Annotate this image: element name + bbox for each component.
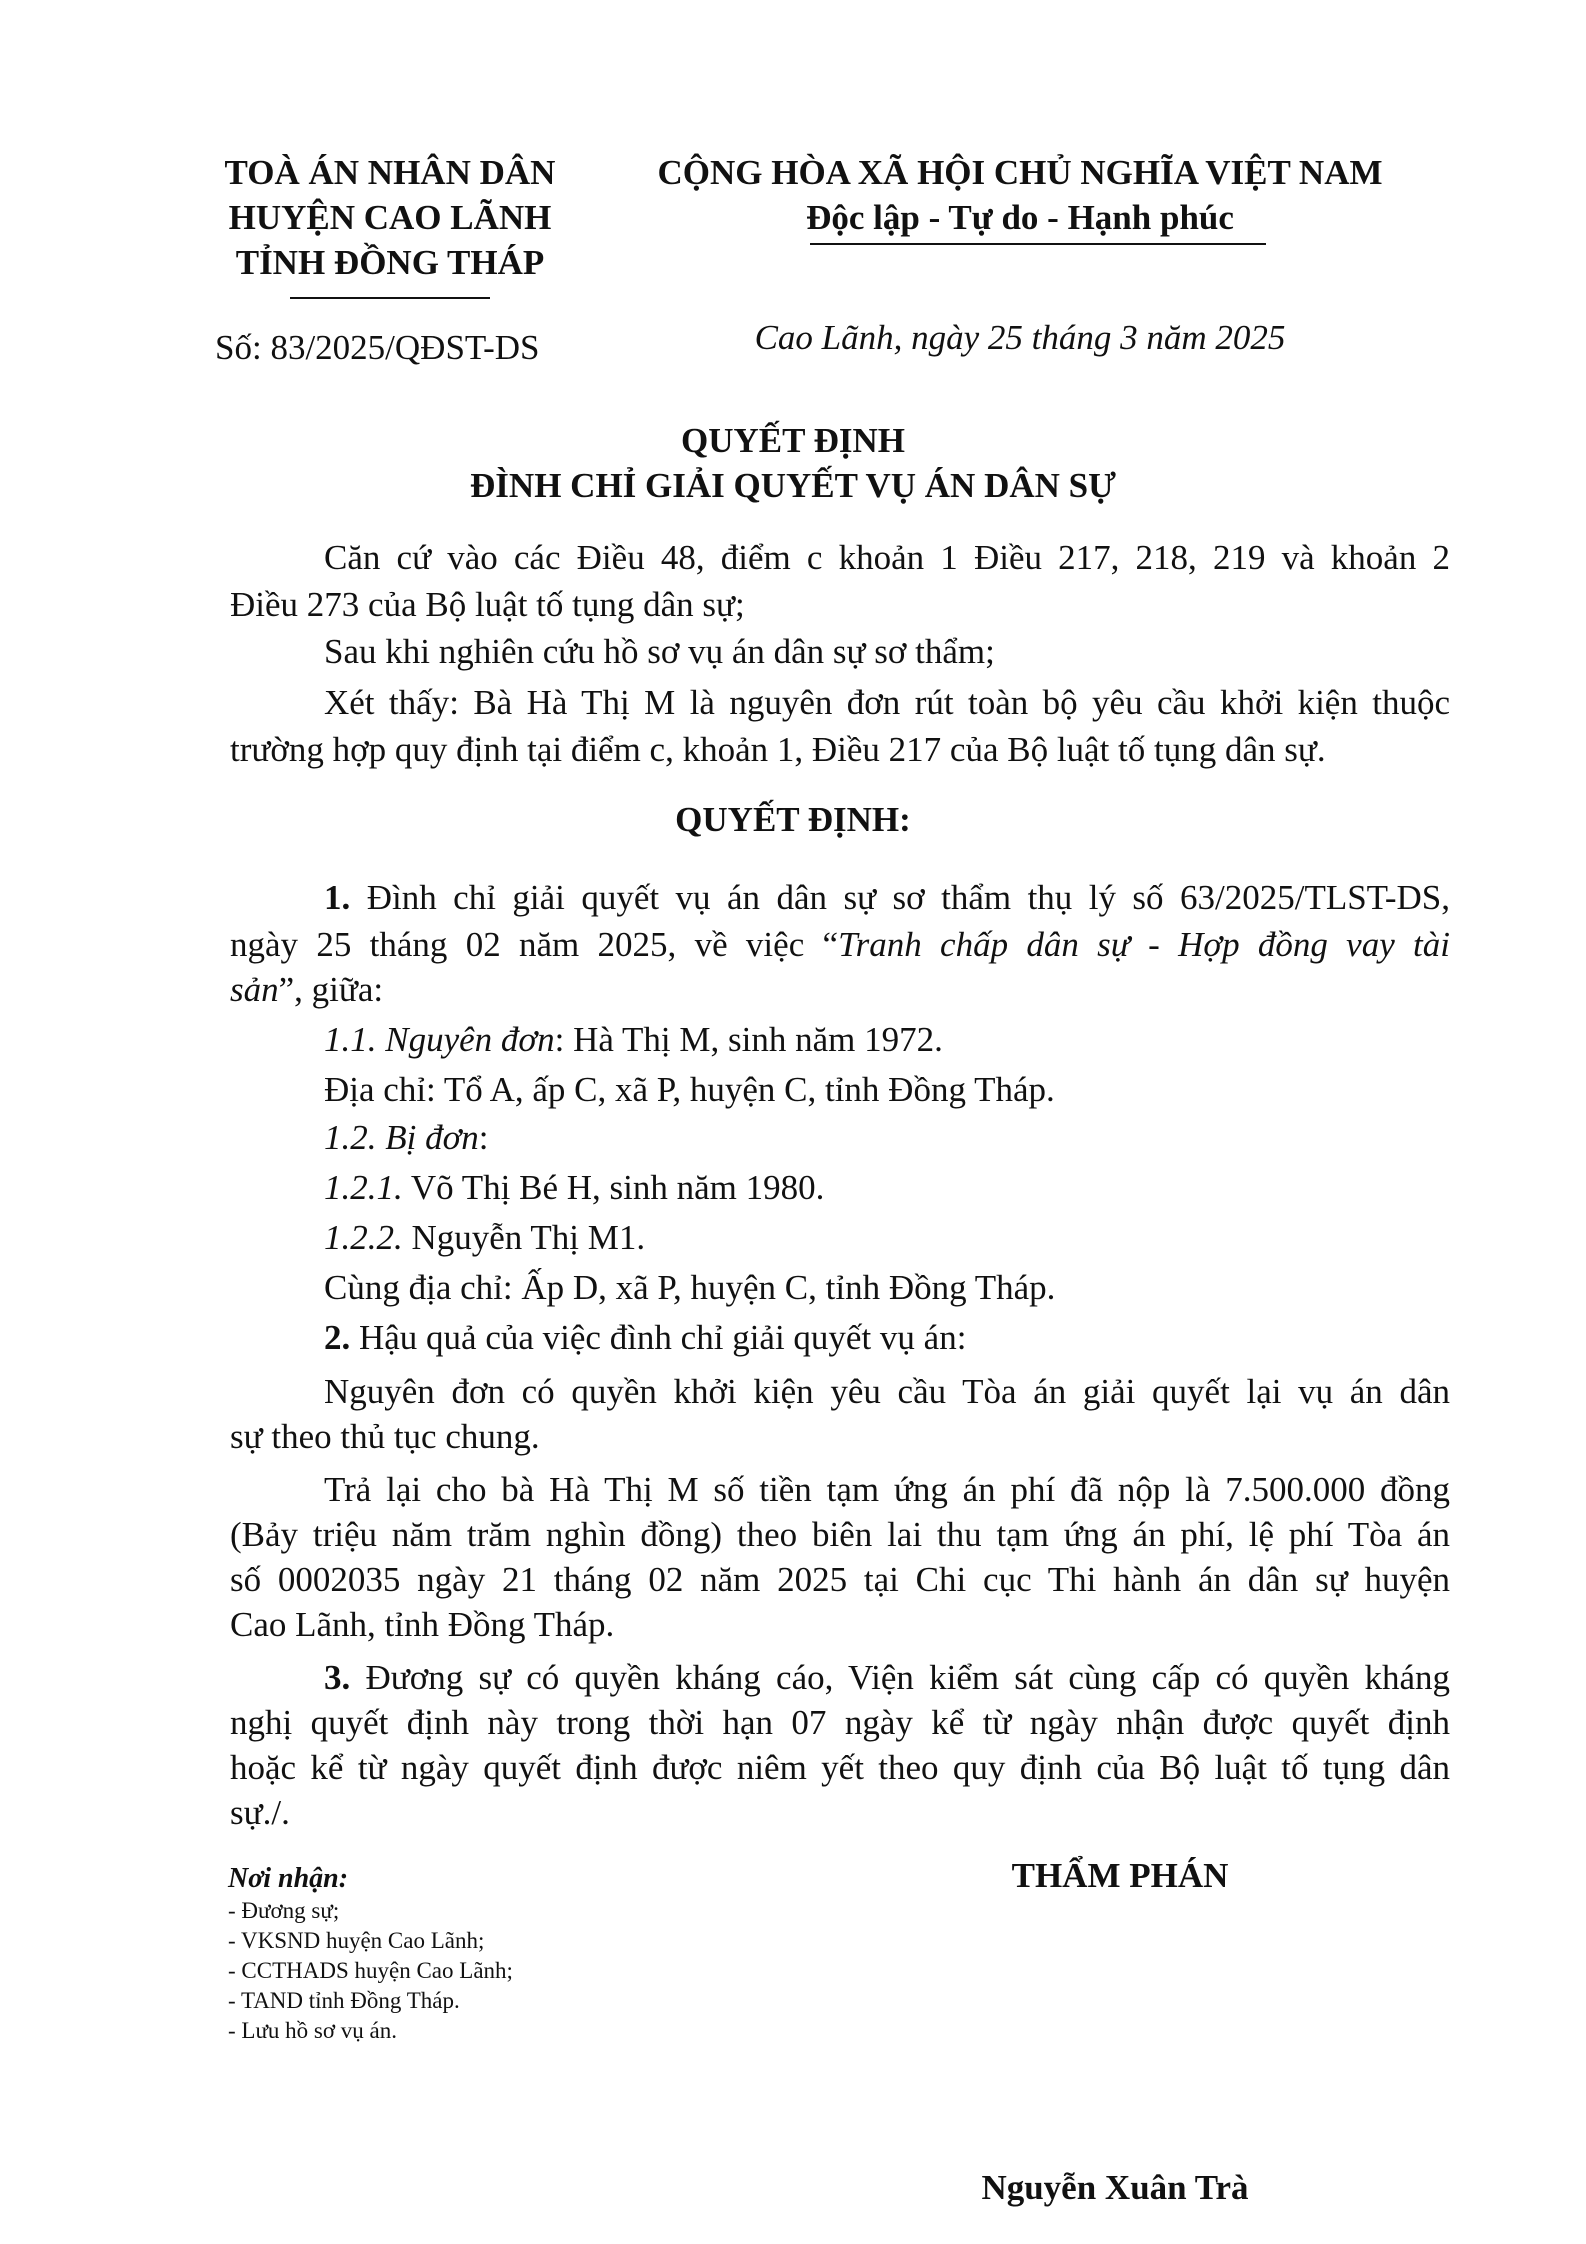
signer-role: THẨM PHÁN — [1011, 1856, 1229, 1895]
document-title — [0, 418, 1586, 508]
item2-p1-a: Nguyên đơn có quyền khởi kiện yêu cầu Tòa án giải quyết lại vụ án dân — [324, 1372, 1450, 1411]
item2-number: 2. — [324, 1318, 351, 1357]
item1-text-a: Đình chỉ giải quyết vụ án dân sự sơ thẩm thụ lý số 63/2025/TLST-DS, — [350, 878, 1450, 917]
defendant-1 — [324, 1168, 1544, 1208]
document-date: Cao Lãnh, ngày 25 tháng 3 năm 2025 — [754, 318, 1286, 357]
item2-heading — [324, 1318, 1544, 1358]
preamble-line-1a: Căn cứ vào các Điều 48, điểm c khoản 1 Điều 217, 218, 219 và khoản 2 — [324, 538, 1450, 577]
common-address: Cùng địa chỉ: Ấp D, xã P, huyện C, tỉnh Đồng Tháp. — [324, 1268, 1056, 1307]
item1-text-c: ”, giữa: — [278, 970, 384, 1009]
preamble-line-3b: trường hợp quy định tại điểm c, khoản 1, Điều 217 của Bộ luật tố tụng dân sự. — [230, 730, 1326, 769]
item2-p2-b: (Bảy triệu năm trăm nghìn đồng) theo biên lai thu tạm ứng án phí, lệ phí Tòa án — [230, 1515, 1450, 1554]
defendant-1-text: Võ Thị Bé H, sinh năm 1980. — [402, 1168, 825, 1207]
item2-p1-b: sự theo thủ tục chung. — [230, 1417, 540, 1456]
national-name: CỘNG HÒA XÃ HỘI CHỦ NGHĨA VIỆT NAM — [657, 153, 1383, 192]
item3-number: 3. — [324, 1658, 351, 1697]
recipients-block — [228, 1862, 788, 2046]
recipient-item: - TAND tỉnh Đồng Tháp. — [228, 1988, 460, 2013]
item3-line-a — [324, 1658, 1450, 1698]
motto-underline — [810, 243, 1266, 245]
item1-line-c — [230, 970, 1450, 1010]
defendant-2-label: 1.2.2. — [324, 1218, 403, 1257]
item2-p2-d: Cao Lãnh, tỉnh Đồng Tháp. — [230, 1605, 615, 1644]
preamble-line-1b: Điều 273 của Bộ luật tố tụng dân sự; — [230, 585, 745, 624]
title-line-2: ĐÌNH CHỈ GIẢI QUYẾT VỤ ÁN DÂN SỰ — [470, 466, 1116, 505]
signer-name: Nguyễn Xuân Trà — [981, 2168, 1249, 2207]
document-number: Số: 83/2025/QĐST-DS — [215, 328, 540, 367]
defendant-1-label: 1.2.1. — [324, 1168, 403, 1207]
national-motto-block — [640, 150, 1400, 240]
court-line-2: HUYỆN CAO LÃNH — [228, 198, 552, 237]
preamble-line-3a: Xét thấy: Bà Hà Thị M là nguyên đơn rút toàn bộ yêu cầu khởi kiện thuộc — [324, 683, 1450, 722]
title-line-1: QUYẾT ĐỊNH — [681, 421, 905, 460]
national-motto: Độc lập - Tự do - Hạnh phúc — [806, 198, 1234, 237]
recipients-title: Nơi nhận: — [228, 1863, 349, 1894]
item1-case-type-a: Tranh chấp dân sự - Hợp đồng vay tài — [838, 925, 1451, 964]
preamble-line-2: Sau khi nghiên cứu hồ sơ vụ án dân sự sơ thẩm; — [324, 632, 995, 671]
item3-line-c: hoặc kể từ ngày quyết định được niêm yết theo quy định của Bộ luật tố tụng dân — [230, 1748, 1450, 1787]
defendant-2 — [324, 1218, 1544, 1258]
defendant-heading — [324, 1118, 1544, 1158]
decision-heading: QUYẾT ĐỊNH: — [675, 800, 911, 839]
item2-p2-c: số 0002035 ngày 21 tháng 02 năm 2025 tại Chi cục Thi hành án dân sự huyện — [230, 1560, 1450, 1599]
court-underline — [290, 297, 490, 299]
item2-head-text: Hậu quả của việc đình chỉ giải quyết vụ án: — [350, 1318, 967, 1357]
recipient-item: - CCTHADS huyện Cao Lãnh; — [228, 1958, 513, 1983]
recipient-item: - Lưu hồ sơ vụ án. — [228, 2018, 397, 2043]
recipient-item: - Đương sự; — [228, 1898, 340, 1923]
item1-number: 1. — [324, 878, 351, 917]
recipient-item: - VKSND huyện Cao Lãnh; — [228, 1928, 485, 1953]
plaintiff-line — [324, 1020, 1544, 1060]
defendant-label: 1.2. Bị đơn — [324, 1118, 479, 1157]
item1-line-b — [230, 925, 1450, 965]
plaintiff-address: Địa chỉ: Tổ A, ấp C, xã P, huyện C, tỉnh Đồng Tháp. — [324, 1070, 1055, 1109]
defendant-2-text: Nguyễn Thị M1. — [402, 1218, 646, 1257]
item3-line-d: sự./. — [230, 1793, 290, 1832]
court-line-1: TOÀ ÁN NHÂN DÂN — [224, 153, 556, 192]
item1-case-type-b: sản — [230, 970, 279, 1009]
court-name-block — [180, 150, 600, 285]
item1-line-a — [324, 878, 1450, 918]
court-line-3: TỈNH ĐỒNG THÁP — [235, 243, 545, 282]
item3-line-b: nghị quyết định này trong thời hạn 07 ngày kể từ ngày nhận được quyết định — [230, 1703, 1450, 1742]
plaintiff-text: : Hà Thị M, sinh năm 1972. — [554, 1020, 943, 1059]
item1-text-b: ngày 25 tháng 02 năm 2025, về việc “ — [230, 925, 839, 964]
item2-p2-a: Trả lại cho bà Hà Thị M số tiền tạm ứng án phí đã nộp là 7.500.000 đồng — [324, 1470, 1450, 1509]
plaintiff-label: 1.1. Nguyên đơn — [324, 1020, 555, 1059]
item3-text-a: Đương sự có quyền kháng cáo, Viện kiểm sát cùng cấp có quyền kháng — [350, 1658, 1450, 1697]
defendant-colon: : — [478, 1118, 489, 1157]
